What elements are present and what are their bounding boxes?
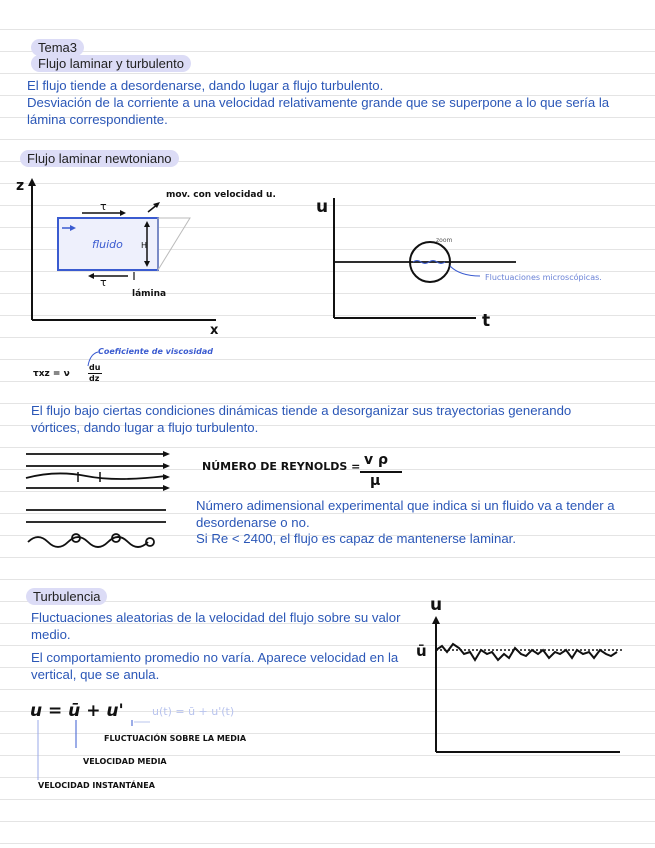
- paragraph-1: El flujo tiende a desordenarse, dando lugar a flujo turbulento.: [27, 78, 384, 93]
- decomposition-formula: u = ū + u': [30, 701, 124, 721]
- turb-mean-label: ū: [416, 642, 427, 660]
- paragraph-4: Número adimensional experimental que indica si un fluido va a tender a desordenarse o no.: [196, 498, 615, 530]
- tag-flujo-laminar-turbulento: Flujo laminar y turbulento: [31, 55, 191, 72]
- fluctuations-label: Fluctuaciones microscópicas.: [485, 273, 602, 282]
- zoom-label: zoom: [436, 237, 453, 244]
- fluid-label: fluido: [92, 238, 123, 251]
- viscosity-den: dz: [89, 374, 100, 383]
- laminar-shear-diagram: [10, 172, 300, 342]
- paragraph-3: El flujo bajo ciertas condiciones dinámicas tiende a desorganizar sus trayectorias generando vórtices, dando lugar a flujo turbulento.: [31, 403, 572, 435]
- fluctuation-label: FLUCTUACIÓN SOBRE LA MEDIA: [104, 734, 247, 743]
- reynolds-label: NÚMERO DE REYNOLDS =: [202, 460, 361, 473]
- decomposition-leaders: [30, 718, 150, 790]
- instantaneous-velocity-label: VELOCIDAD INSTANTÁNEA: [38, 781, 155, 790]
- flow-lines-illustration: [20, 446, 180, 558]
- decomposition-formula-alt: u(t) = ū + u'(t): [152, 705, 235, 718]
- viscosity-formula: τxz = ν: [33, 369, 70, 379]
- viscosity-label: Coeficiente de viscosidad: [98, 347, 213, 356]
- height-label: H: [141, 241, 148, 250]
- paragraph-7: El comportamiento promedio no varía. Aparece velocidad en la vertical, que se anula.: [31, 650, 399, 682]
- tag-flujo-laminar-newtoniano: Flujo laminar newtoniano: [20, 150, 179, 167]
- axis-z-label: z: [16, 178, 25, 194]
- paragraph-6: Fluctuaciones aleatorias de la velocidad del flujo sobre su valor medio.: [31, 610, 401, 642]
- tau-bottom: τ: [100, 276, 107, 289]
- mean-velocity-label: VELOCIDAD MEDIA: [83, 757, 167, 766]
- turbulence-graph: [410, 588, 630, 764]
- motion-label: mov. con velocidad u.: [166, 190, 276, 200]
- reynolds-den: μ: [370, 473, 381, 489]
- velocity-time-diagram: [310, 192, 640, 337]
- paragraph-2: Desviación de la corriente a una velocidad relativamente grande que se superpone a lo que sería la lámina correspondiente.: [27, 95, 610, 127]
- axis-t-label: t: [482, 311, 491, 331]
- tau-top: τ: [100, 200, 107, 213]
- turb-axis-u: u: [430, 595, 443, 615]
- viscosity-num: du: [89, 363, 101, 372]
- reynolds-num: v ρ: [364, 452, 389, 468]
- reynolds-fraction-bar: [360, 471, 402, 473]
- tag-tema: Tema3: [31, 39, 84, 56]
- tag-turbulencia: Turbulencia: [26, 588, 107, 605]
- axis-x-label: x: [210, 323, 219, 338]
- paragraph-5: Si Re < 2400, el flujo es capaz de mantenerse laminar.: [196, 531, 516, 546]
- axis-u-label: u: [316, 197, 329, 217]
- bottom-label: lámina: [132, 289, 167, 299]
